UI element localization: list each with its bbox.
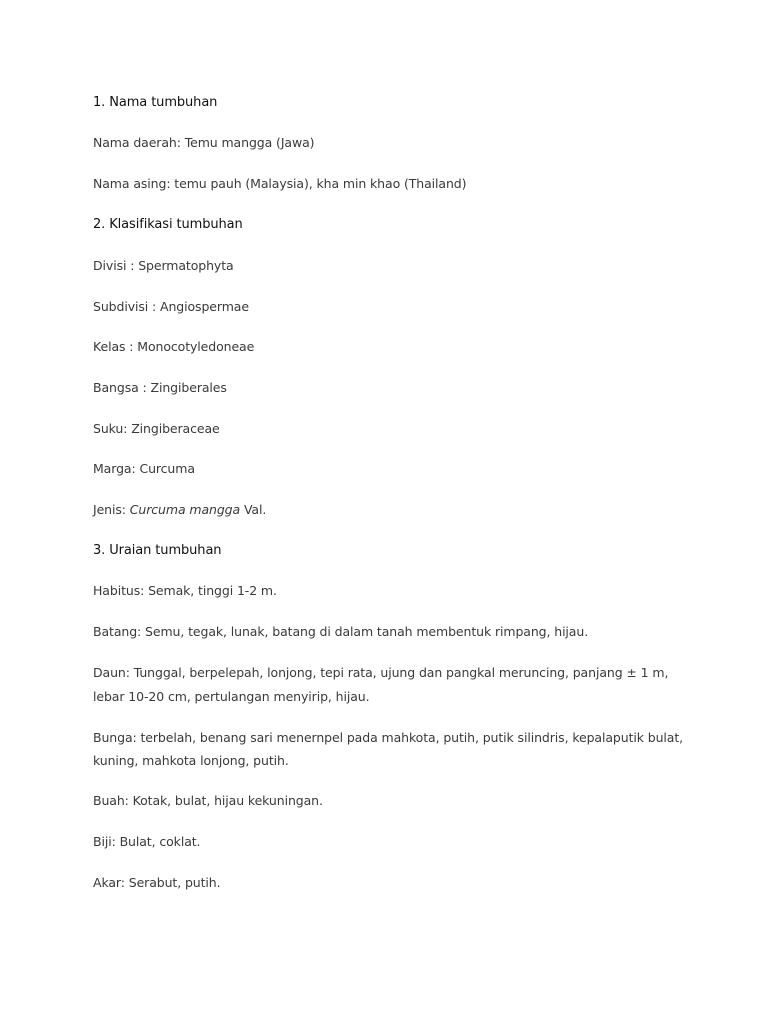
bangsa-text: Bangsa : Zingiberales: [93, 380, 227, 395]
batang-text: Batang: Semu, tegak, lunak, batang di dalam tanah membentuk rimpang, hijau.: [93, 624, 589, 639]
marga-text: Marga: Curcuma: [93, 461, 195, 476]
bunga-text-line-1: Bunga: terbelah, benang sari menernpel pada mahkota, putih, putik silindris, kepalaputik bulat,: [93, 730, 684, 745]
biji-text: Biji: Bulat, coklat.: [93, 834, 201, 849]
habitus-text: Habitus: Semak, tinggi 1-2 m.: [93, 583, 277, 598]
nama-asing-text: Nama asing: temu pauh (Malaysia), kha min khao (Thailand): [93, 176, 467, 191]
daun-text-line-2: lebar 10-20 cm, pertulangan menyirip, hijau.: [93, 689, 370, 704]
daun-text-line-1: Daun: Tunggal, berpelepah, lonjong, tepi rata, ujung dan pangkal meruncing, panjang ± 1 m,: [93, 665, 669, 680]
akar-text: Akar: Serabut, putih.: [93, 875, 221, 890]
section-heading-uraian: 3. Uraian tumbuhan: [93, 543, 222, 558]
bunga-text-line-2: kuning, mahkota lonjong, putih.: [93, 753, 289, 768]
jenis-species-name: Curcuma mangga: [129, 502, 241, 517]
divisi-text: Divisi : Spermatophyta: [93, 258, 234, 273]
nama-daerah-text: Nama daerah: Temu mangga (Jawa): [93, 135, 315, 150]
jenis-text: [93, 498, 683, 522]
jenis-label: Jenis:: [93, 502, 130, 517]
suku-text: Suku: Zingiberaceae: [93, 421, 220, 436]
jenis-author: Val.: [240, 502, 267, 517]
section-heading-klasifikasi: 2. Klasifikasi tumbuhan: [93, 217, 243, 232]
buah-text: Buah: Kotak, bulat, hijau kekuningan.: [93, 793, 323, 808]
subdivisi-text: Subdivisi : Angiospermae: [93, 299, 249, 314]
section-heading-nama-tumbuhan: 1. Nama tumbuhan: [93, 95, 218, 110]
kelas-text: Kelas : Monocotyledoneae: [93, 339, 255, 354]
